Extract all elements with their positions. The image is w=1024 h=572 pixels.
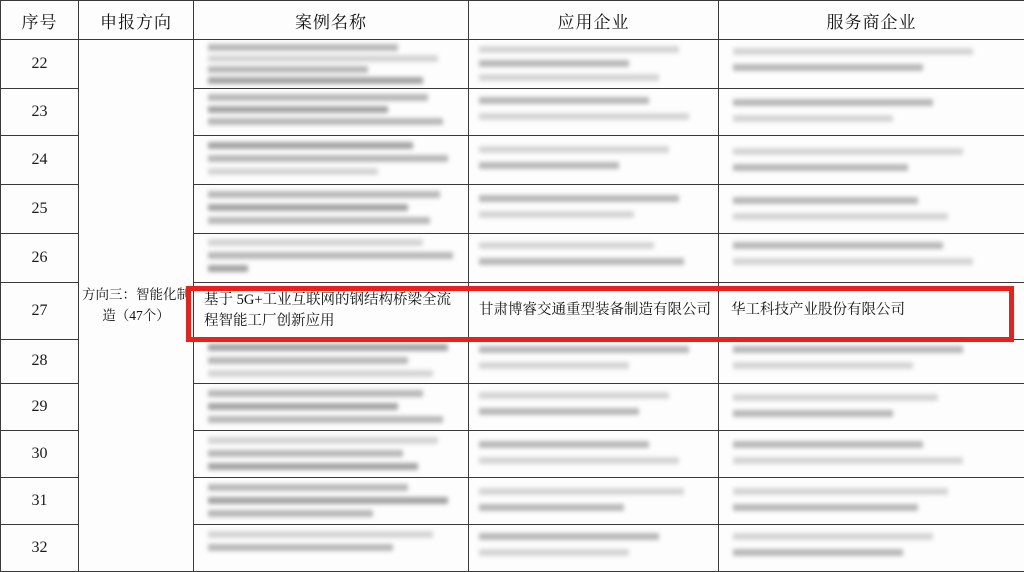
service-provider-cell <box>719 88 1024 135</box>
blurred-text <box>469 384 718 430</box>
service-provider-cell <box>719 135 1024 184</box>
column-header-application-company: 应用企业 <box>469 1 719 40</box>
row-number: 25 <box>1 184 79 233</box>
blurred-text <box>469 340 718 384</box>
application-company-cell <box>469 40 719 89</box>
case-name-cell <box>194 184 469 233</box>
application-company-cell <box>469 88 719 135</box>
service-provider-cell <box>719 40 1024 89</box>
case-name-cell <box>194 282 469 339</box>
blurred-text <box>194 89 468 135</box>
application-company-cell <box>469 184 719 233</box>
table-body <box>1 40 1024 572</box>
service-provider-cell <box>719 478 1024 525</box>
blurred-text <box>469 40 718 88</box>
application-company-cell <box>469 339 719 384</box>
blurred-text <box>469 136 718 184</box>
service-provider-cell <box>719 282 1024 339</box>
blurred-text <box>719 89 1024 135</box>
service-provider-cell <box>719 233 1024 282</box>
case-name-cell <box>194 384 469 431</box>
case-name-cell <box>194 431 469 478</box>
blurred-text <box>719 431 1024 477</box>
case-name-cell <box>194 525 469 572</box>
blurred-text <box>719 340 1024 384</box>
blurred-text <box>194 340 468 384</box>
blurred-text <box>719 40 1024 88</box>
application-company-cell <box>469 282 719 339</box>
application-company-cell <box>469 233 719 282</box>
service-provider-text: 华工科技产业股份有限公司 <box>731 302 905 319</box>
blurred-text <box>194 136 468 184</box>
application-company-cell <box>469 135 719 184</box>
blurred-text <box>719 525 1024 571</box>
table-header-row <box>1 1 1024 40</box>
blurred-text <box>194 431 468 477</box>
blurred-text <box>469 234 718 282</box>
blurred-text <box>469 478 718 524</box>
case-name-cell <box>194 233 469 282</box>
row-number: 23 <box>1 88 79 135</box>
blurred-text <box>469 431 718 477</box>
row-number: 30 <box>1 431 79 478</box>
service-provider-cell <box>719 339 1024 384</box>
application-company-cell <box>469 431 719 478</box>
blurred-text <box>719 478 1024 524</box>
blurred-text <box>194 525 468 571</box>
blurred-text <box>719 384 1024 430</box>
case-name-cell <box>194 40 469 89</box>
blurred-text <box>194 40 468 88</box>
blurred-text <box>194 384 468 430</box>
row-number: 26 <box>1 233 79 282</box>
column-header-no: 序号 <box>1 1 79 40</box>
case-name-cell <box>194 339 469 384</box>
case-name-cell <box>194 88 469 135</box>
row-number: 24 <box>1 135 79 184</box>
column-header-case-name: 案例名称 <box>194 1 469 40</box>
application-company-cell <box>469 525 719 572</box>
service-provider-cell <box>719 384 1024 431</box>
case-name-cell <box>194 478 469 525</box>
row-number: 29 <box>1 384 79 431</box>
blurred-text <box>194 234 468 282</box>
direction-cell: 方向三：智能化制造（47个） <box>79 40 194 572</box>
application-company-text: 甘肃博睿交通重型装备制造有限公司 <box>479 302 711 319</box>
blurred-text <box>719 136 1024 184</box>
service-provider-cell <box>719 431 1024 478</box>
application-company-cell <box>469 478 719 525</box>
service-provider-cell <box>719 525 1024 572</box>
column-header-service-provider: 服务商企业 <box>719 1 1024 40</box>
column-header-direction: 申报方向 <box>79 1 194 40</box>
row-number: 22 <box>1 40 79 89</box>
blurred-text <box>469 185 718 233</box>
application-company-cell <box>469 384 719 431</box>
blurred-text <box>194 185 468 233</box>
row-number: 27 <box>1 282 79 339</box>
blurred-text <box>469 89 718 135</box>
blurred-text <box>469 525 718 571</box>
blurred-text <box>719 234 1024 282</box>
table-header <box>1 1 1024 40</box>
blurred-text <box>719 185 1024 233</box>
case-name-text: 基于 5G+工业互联网的钢结构桥梁全流程智能工厂创新应用 <box>204 291 452 329</box>
row-number: 28 <box>1 339 79 384</box>
row-number: 32 <box>1 525 79 572</box>
table-row <box>1 40 1024 89</box>
case-name-cell <box>194 135 469 184</box>
service-provider-cell <box>719 184 1024 233</box>
row-number: 31 <box>1 478 79 525</box>
blurred-text <box>194 478 468 524</box>
